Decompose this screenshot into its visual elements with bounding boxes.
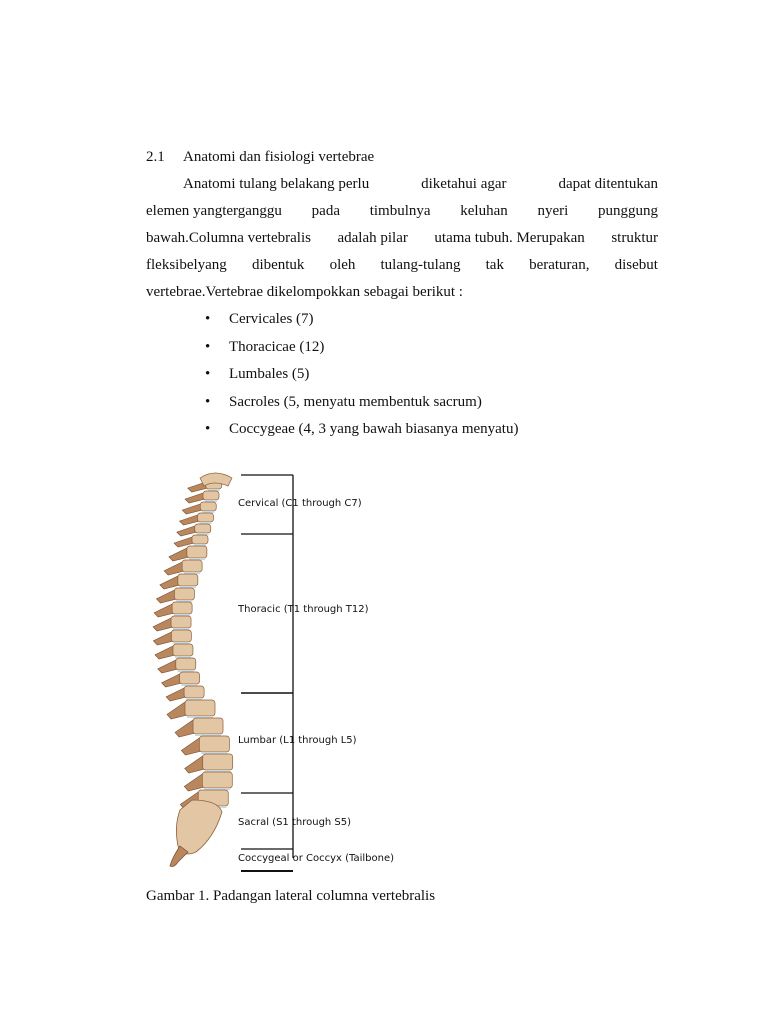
spinous-process	[180, 515, 200, 525]
spinous-process	[169, 548, 189, 561]
spinous-process	[158, 660, 178, 673]
list-item: Coccygeae (4, 3 yang bawah biasanya menyatu)	[229, 421, 519, 437]
paragraph-word: fleksibelyang	[146, 257, 227, 273]
spinous-process	[177, 526, 197, 536]
figure-caption: Gambar 1. Padangan lateral columna vertebralis	[146, 888, 436, 904]
bullet-icon: •	[205, 339, 211, 355]
list-item: Cervicales (7)	[229, 311, 314, 327]
spinous-process	[154, 604, 174, 617]
paragraph-word: utama tubuh. Merupakan	[434, 230, 585, 246]
paragraph-word: timbulnya	[369, 203, 431, 219]
label-thoracic: Thoracic (T1 through T12)	[238, 604, 369, 615]
list-item: Thoracicae (12)	[229, 339, 325, 355]
paragraph-word: disebut	[614, 257, 658, 273]
vertebra-body	[172, 602, 192, 614]
bullet-icon: •	[205, 394, 211, 410]
spinous-process	[174, 537, 194, 547]
vertebra-body	[185, 700, 215, 716]
paragraph-word: adalah pilar	[337, 230, 408, 246]
paragraph-word: dapat ditentukan	[558, 176, 658, 192]
spinous-process	[153, 632, 173, 645]
paragraph-word: elemen yangterganggu	[146, 203, 282, 219]
paragraph-word: struktur	[611, 230, 658, 246]
sacrum	[176, 800, 222, 854]
vertebra-body	[200, 502, 216, 511]
spinous-process	[166, 688, 186, 701]
section-number: 2.1	[146, 149, 165, 165]
vertebra-body	[199, 736, 229, 752]
paragraph-word: oleh	[329, 257, 356, 273]
paragraph-word: pada	[311, 203, 340, 219]
vertebra-body	[173, 644, 193, 656]
paragraph-word: bawah.Columna vertebralis	[146, 230, 311, 246]
label-cervical: Cervical (C1 through C7)	[238, 498, 362, 509]
vertebra-body	[174, 588, 194, 600]
spinous-process	[156, 590, 176, 603]
bullet-icon: •	[205, 311, 211, 327]
spinous-process	[185, 756, 205, 773]
vertebra-body	[192, 535, 208, 544]
spinous-process	[182, 504, 202, 514]
spinous-process	[184, 774, 204, 791]
spinous-process	[185, 493, 205, 503]
paragraph-word: Anatomi tulang belakang perlu	[183, 176, 370, 192]
vertebra-body	[203, 754, 233, 770]
spinous-process	[164, 562, 184, 575]
paragraph-word: beraturan,	[529, 257, 590, 273]
vertebra-body	[203, 491, 219, 500]
vertebra-body	[193, 718, 223, 734]
paragraph-word: dibentuk	[251, 257, 305, 273]
bullet-icon: •	[205, 421, 211, 437]
spinous-process	[160, 576, 180, 589]
vertebra-body	[184, 686, 204, 698]
vertebra-body	[178, 574, 198, 586]
label-coccyx: Coccygeal or Coccyx (Tailbone)	[238, 853, 395, 864]
list-item: Lumbales (5)	[229, 366, 310, 382]
label-lumbar: Lumbar (L1 through L5)	[238, 735, 357, 746]
vertebra-body	[182, 560, 202, 572]
paragraph-line: vertebrae.Vertebrae dikelompokkan sebagai berikut :	[146, 284, 463, 300]
vertebra-body	[180, 672, 200, 684]
vertebra-body	[171, 616, 191, 628]
paragraph-word: diketahui agar	[421, 176, 507, 192]
vertebra-body	[195, 524, 211, 533]
paragraph-word: keluhan	[460, 203, 508, 219]
paragraph-word: tak	[485, 257, 504, 273]
vertebra-body	[198, 513, 214, 522]
vertebra-body	[171, 630, 191, 642]
vertebra-body	[202, 772, 232, 788]
bullet-icon: •	[205, 366, 211, 382]
section-title: Anatomi dan fisiologi vertebrae	[183, 149, 375, 165]
spinous-process	[175, 720, 195, 737]
spinous-process	[153, 618, 173, 631]
paragraph-word: nyeri	[537, 203, 569, 219]
list-item: Sacroles (5, menyatu membentuk sacrum)	[229, 394, 482, 410]
spinous-process	[167, 702, 187, 719]
paragraph-word: punggung	[598, 203, 658, 219]
paragraph-word: tulang-tulang	[380, 257, 461, 273]
spinous-process	[162, 674, 182, 687]
vertebra-body	[176, 658, 196, 670]
label-sacral: Sacral (S1 through S5)	[238, 817, 352, 828]
vertebra-body	[187, 546, 207, 558]
spinous-process	[181, 738, 201, 755]
spinous-process	[155, 646, 175, 659]
